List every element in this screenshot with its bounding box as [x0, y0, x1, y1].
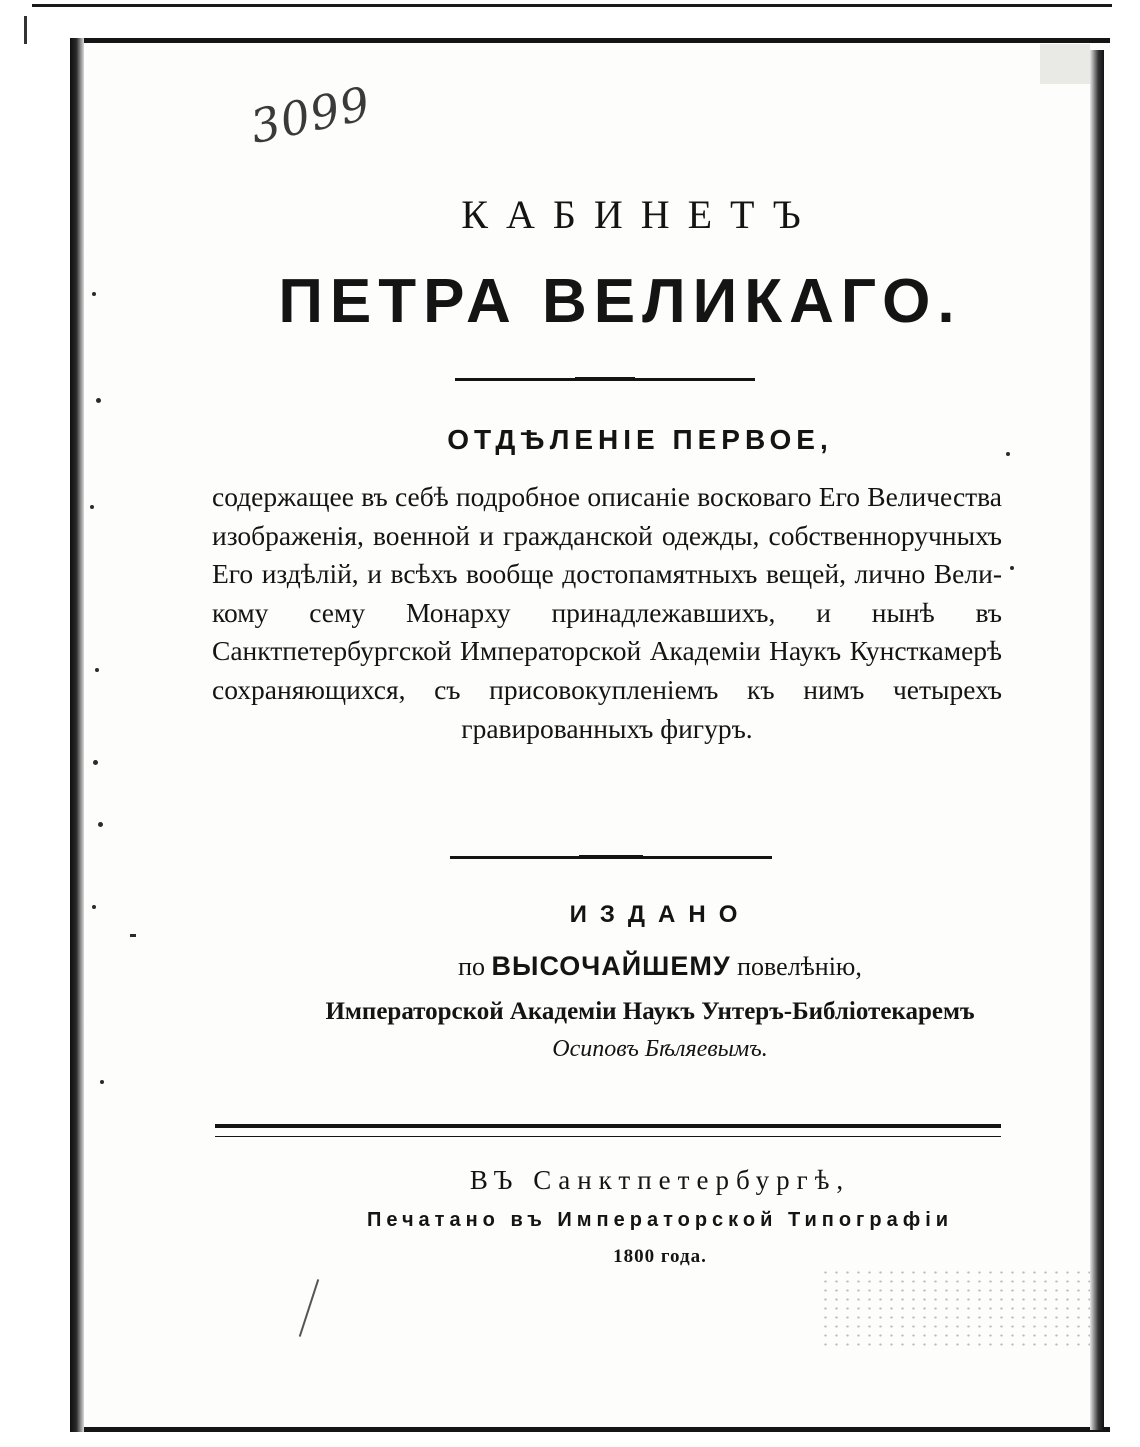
decree-line [0, 946, 1140, 987]
decree-emphasis: ВЫСОЧАЙШЕМУ [491, 951, 731, 981]
double-rule [215, 1124, 1001, 1137]
scan-speckle [820, 1268, 1090, 1348]
editor-line: Императорской Академіи Наукъ Унтеръ-Библіотекаремъ [325, 998, 975, 1025]
scan-dot [95, 668, 99, 672]
scan-dot [93, 760, 98, 765]
imprint-city: ВЪ Санктпетербургѣ, [469, 1165, 851, 1195]
ornamental-rule [455, 378, 755, 381]
scan-border-top [32, 4, 1112, 7]
scan-dot [98, 822, 103, 827]
page-corner [1040, 44, 1090, 84]
scan-dot [130, 934, 136, 937]
handwritten-number: 3099 [245, 76, 376, 154]
editor-name: Осиповъ Бѣляевымъ. [552, 1036, 768, 1062]
scan-dot [96, 398, 101, 403]
scan-mark [24, 16, 27, 44]
title-line-1: КАБИНЕТЪ [461, 192, 819, 237]
published-label: ИЗДАНО [569, 901, 751, 928]
imprint-year: 1800 года. [613, 1246, 707, 1267]
decree-prefix: по [458, 952, 486, 981]
decree-suffix: повелѣнію, [737, 952, 862, 981]
scan-dot [90, 505, 94, 509]
scan-dot [1010, 566, 1014, 570]
description-paragraph: содержащее въ себѣ подробное описаніе восковаго Его Величества изображенія, военной и гражданской одежды, собственноручныхъ Его издѣлій, и всѣхъ вообще достопамятныхъ вещей, лично Великому сему Монарху принадлежавшихъ, и нынѣ въ Санктпетербургской Императорской Академіи Наукъ Кунсткамерѣ сохраняющихся, съ присовокупленіемъ къ нимъ четырехъ гравированныхъ фигуръ. [212, 481, 1002, 744]
ornamental-rule [450, 856, 772, 859]
section-heading: ОТДѢЛЕНІЕ ПЕРВОЕ, [447, 424, 833, 455]
title-line-2: ПЕТРА ВЕЛИКАГО. [278, 267, 962, 336]
scan-dot [100, 1080, 104, 1084]
imprint-printer: Печатано въ Императорской Типографіи [366, 1209, 954, 1231]
